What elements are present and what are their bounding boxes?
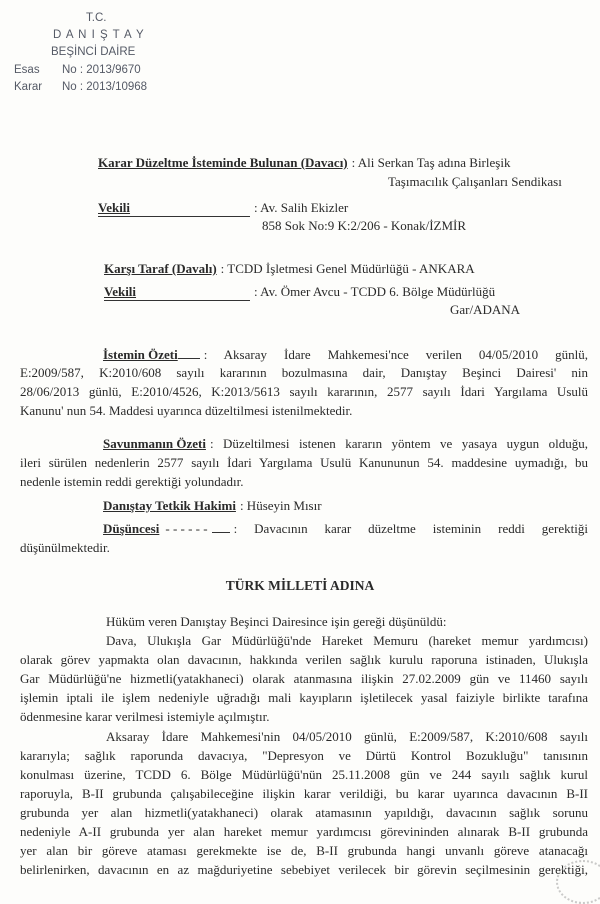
body-line: grubunda yer alan hizmetli(yatakhaneci) olarak atamasının yapıldığı, davacının sağlık sorunu (20, 805, 588, 820)
istem-label: İstemin Özeti (103, 347, 178, 362)
savunma-label: Savunmanın Özeti (103, 436, 206, 451)
davali-row (104, 261, 475, 277)
karar-label: Karar (14, 81, 43, 93)
istem-line: E:2009/587, K:2010/608 sayılı kararının bozulmasına dair, Danıştay Beşinci Dairesi' nin (20, 365, 588, 380)
vekil-davaci-value: : Av. Salih Ekizler (254, 200, 349, 215)
davaci-row (98, 155, 510, 171)
savunma-line: ileri sürülen nedenlerin 2577 sayılı İdari Yargılama Usulü Kanununun 54. maddesine uymadığı, bu (20, 455, 588, 470)
karar-number: No : 2013/10968 (62, 81, 148, 93)
istem-line: Kanunu' nun 54. Maddesi uyarınca düzeltilmesi istenilmektedir. (20, 403, 353, 418)
vekil-davali-row (104, 284, 495, 301)
body-line: kararıyla; sağlık raporunda davacıya, "Depresyon ve Dürtü Kontrol Bozukluğu" tanısının (20, 748, 588, 763)
chamber-name: BEŞİNCİ DAİRE (51, 46, 136, 58)
savunma-line: : Düzeltilmesi istenen kararın yöntem ve yasaya uygun olduğu, (209, 436, 588, 451)
body-line: nedeniyle A-II grubunda yer alan hareket memur yardımcısı görevininden alınarak B-II grubunda (20, 824, 588, 839)
tetkik-hakimi-label: Danıştay Tetkik Hakimi (103, 498, 236, 513)
esas-number: No : 2013/9670 (62, 64, 141, 76)
dusunce-first-row (103, 520, 588, 537)
body-line: yer alan bir göreve ataması gerekmekte ise de, B-II grubunda hangi unvanlı göreve atanacağı (20, 843, 588, 858)
body-line: ödenmesine karar verilmesi istemiyle açılmıştır. (20, 709, 270, 724)
seal-stamp (556, 860, 600, 904)
tetkik-hakimi-row (103, 498, 322, 514)
savunma-line: nedenle istemin reddi gerektiği yolundadır. (20, 474, 244, 489)
vekil-davaci-address: 858 Sok No:9 K:2/206 - Konak/İZMİR (262, 218, 467, 233)
vekil-davali-label: Vekili (104, 284, 137, 299)
body-line: Dava, Ulukışla Gar Müdürlüğü'nde Hareket Memuru (hareket memur yardımcısı) (106, 633, 588, 648)
tetkik-hakimi-value: : Hüseyin Mısır (239, 498, 322, 513)
body-intro: Hüküm veren Danıştay Beşinci Dairesince işin gereği düşünüldü: (106, 614, 447, 629)
esas-label: Esas (14, 64, 40, 76)
istem-first-row (103, 346, 588, 363)
istem-line: 28/06/2013 günlü, E:2010/4526, K:2013/5613 sayılı kararının, 2577 sayılı İdari Yargılama Usulü (20, 384, 588, 399)
vekil-davaci-label: Vekili (98, 200, 131, 215)
body-line: işlemin iptali ile işlem nedeniyle uğradığı mali kayıpların işletilecek yasal faiziyle birlikte tarafına (20, 690, 588, 705)
davaci-value: : Ali Serkan Taş adına Birleşik (351, 155, 511, 170)
davaci-value-cont: Taşımacılık Çalışanları Sendikası (388, 174, 562, 189)
body-line: raporuyla, B-II grubunda çalışabileceğine ilişkin karar verildiği, bu karar uyarınca davacının B-II (20, 786, 588, 801)
tc-heading: T.C. (86, 12, 107, 24)
court-name: D A N I Ş T A Y (53, 29, 145, 41)
vekil-davali-value: : Av. Ömer Avcu - TCDD 6. Bölge Müdürlüğü (254, 284, 496, 299)
davaci-label: Karar Düzeltme İsteminde Bulunan (Davacı) (98, 155, 348, 170)
savunma-first-row (103, 436, 588, 452)
body-line: konulması üzerine, TCDD 6. Bölge Müdürlüğü'nün 25.11.2008 gün ve 244 sayılı sağlık kurul (20, 767, 588, 782)
vekil-davaci-row (98, 200, 348, 217)
davali-label: Karşı Taraf (Davalı) (104, 261, 217, 276)
body-line: Gar Müdürlüğü'ne hizmetli(yatakhaneci) olarak atanmasına ilişkin 27.02.2009 gün ve 11460 sayılı (20, 671, 588, 686)
istem-line: : Aksaray İdare Mahkemesi'nce verilen 04/05/2010 günlü, (203, 347, 588, 362)
body-line: belirlenirken, davacının en az mağduriyetine sebebiyet verilecek bir görevin seçilmesinin gerektiği, (20, 862, 588, 877)
body-line: Aksaray İdare Mahkemesi'nin 04/05/2010 günlü, E:2009/587, K:2010/608 sayılı (106, 729, 588, 744)
dusunce-dashes: - - - - - - (165, 521, 208, 536)
body-line: olarak görev yapmakta olan davacının, hakkında verilen sağlık kurulu raporuna istinaden, Ulukışla (20, 652, 588, 667)
vekil-davali-address: Gar/ADANA (450, 302, 521, 317)
vekil-davali-label-row (104, 284, 250, 301)
dusunce-line: düşünülmektedir. (20, 540, 110, 555)
dusunce-line: : Davacının karar düzeltme isteminin reddi gerektiği (233, 521, 588, 536)
vekil-davaci-label-row (98, 200, 250, 217)
davali-value: : TCDD İşletmesi Genel Müdürlüğü - ANKARA (220, 261, 475, 276)
section-title: TÜRK MİLLETİ ADINA (225, 578, 375, 593)
dusunce-label: Düşüncesi (103, 521, 160, 536)
